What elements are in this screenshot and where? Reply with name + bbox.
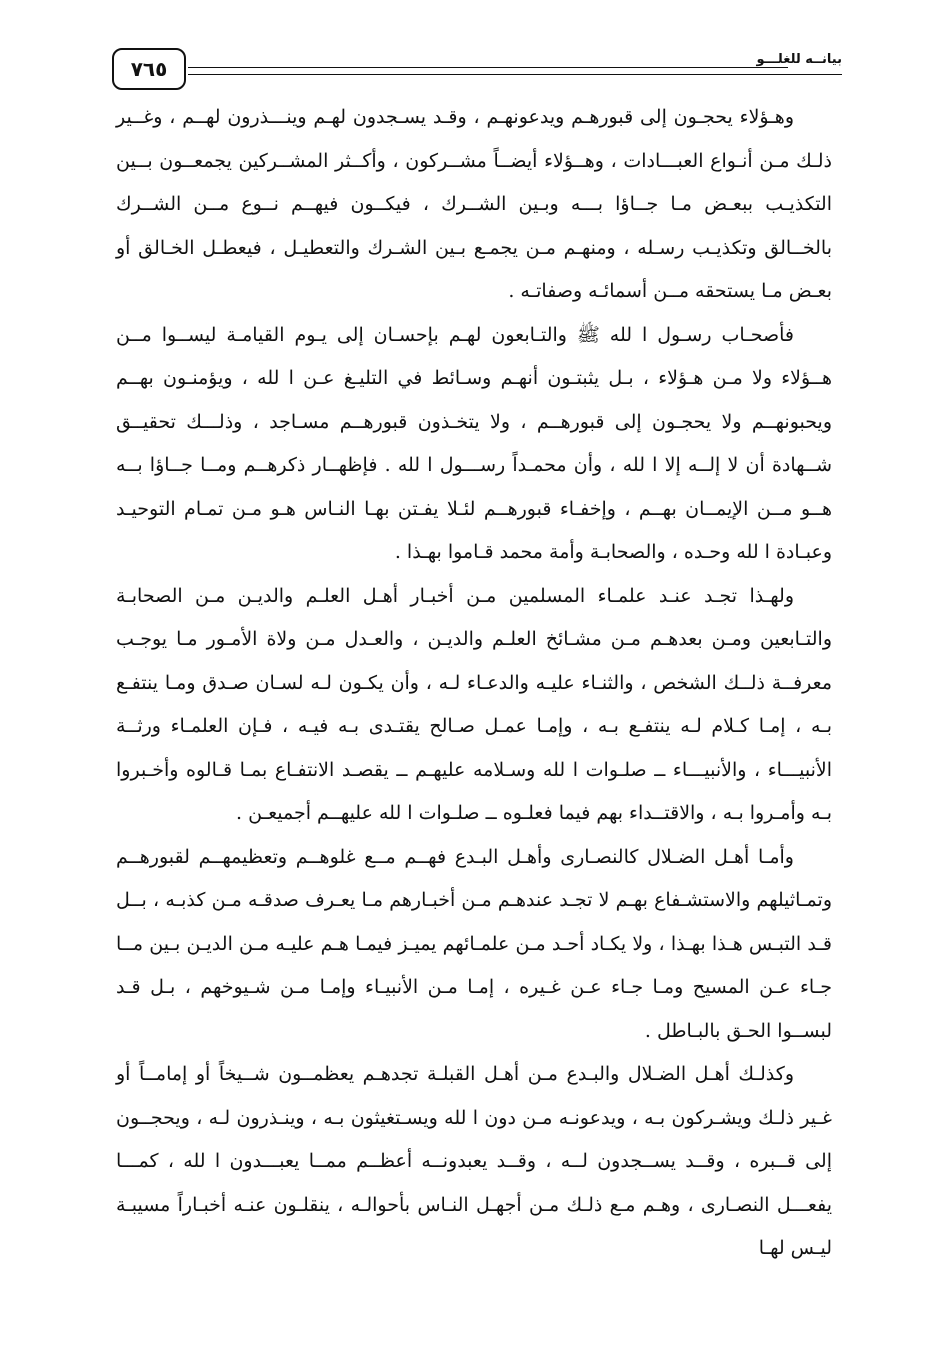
paragraph-4: وأمـا أهـل الضـلال كالنصـارى وأهـل البـدع فهــم مــع غلوهــم وتعظيمهــم لقبورهــم وتمـاثيلهم والاستشـفاع بهـم لا تجـد عندهـم مـن أخبـارهم مـا يعـرف صدقـه مـن كذبـه ، بــل قـد التبـس هـذا بهـذا ، ولا يكـاد أحـد مـن علمـائهم يميـز فيمـا هـم عليـه مـن الديـن بـين مــا جـاء عـن المسيح ومـا جـاء عـن غـيره ، إمـا مـن الأنبيـاء وإمـا مـن شـيوخهم ، بـل قـد لبســوا الحـق بالبـاطل . — [116, 845, 832, 1042]
paragraph-1: وهـؤلاء يحجـون إلى قبورهـم ويدعونهـم ، وقـد يسـجدون لهـم وينـــذرون لهــم ، وغــير ذلـك مـن أنـواع العبـــادات ، وهــؤلاء أيضــاً مشــركون ، وأكــثر المشــركين يجمعــون بــين التكذيـب ببعـض مـا جــاؤا بـــه وبـين الشــرك ، فيكــون فيهــم نــوع مــن الشــرك بالخــالق وتكذيـب رسـله ، ومنهـم مـن يجمـع بـين الشـرك والتعطيـل ، فيعطـل الخـالق أو بعـض مـا يستحقه مــن أسمائـه وصفاتـه . — [116, 106, 832, 302]
paragraph-2: فأصحـاب رسـول ا لله ﷺ والتـابعون لهـم بإحسـان إلى يـوم القيامـة ليســوا مــن هــؤلاء ولا مـن هـؤلاء ، بـل يثبتـون أنهـم وسـائط في التليـغ عـن ا لله ، ويؤمنـون بهــم ويحبونهــم ولا يحجـون إلى قبورهــم ، ولا يتخـذون قبورهــم مسـاجد ، وذلـــك تحقيــق شــهادة أن لا إلــه إلا ا لله ، وأن محمـداً رســـول ا لله . فإظهــار ذكرهــم ومــا جــاؤا بــه هــو مــن الإيمــان بهــم ، وإخفـاء قبورهــم لئـلا يفـتن بهـا النـاس هـو مـن تمـام التوحيـد وعبـادة ا لله وحـده ، والصحابـة وأمة محمد قـاموا بهـذا . — [116, 323, 832, 563]
header-rule-top — [188, 67, 788, 68]
page-number-box — [112, 48, 186, 90]
page-header — [112, 44, 842, 96]
paragraph-5: وكذلـك أهـل الضـلال والبـدع مـن أهـل القبلـة تجدهـم يعظمــون شــيخاً أو إمامــاً أو غـير ذلـك ويشـركون بـه ، ويدعونـه مـن دون ا لله ويسـتغيثون بـه ، وينـذرون لـه ، ويحجــون إلى قــبره ، وقــد يســجدون لــه ، وقــد يعبدونــه أعظــم ممــا يعبـــدون ا لله ، كمـــا يفعـــل النصـارى ، وهـم مـع ذلـك مـن أجهـل النـاس بأحوالـه ، ينقلـون عنـه أخبـاراً مسيبـة ليـس لهـا — [116, 1063, 832, 1259]
paragraph-3: ولهـذا تجـد عنـد علمـاء المسلمين مـن أخبـار أهـل العلـم والديـن مـن الصحابـة والتـابعين ومـن بعدهـم مـن مشـائخ العلـم والديـن ، والعـدل مـن ولاة الأمـور مـا يوجـب معرفــة ذلــك الشخص ، والثنـاء عليـه والدعـاء لـه ، وأن يكـون لـه لسـان صـدق ومـا ينتفـع بـه ، إمـا كـلام لـه ينتفـع بـه ، وإمـا عمـل صـالح يقتـدى بـه فيـه ، فـإن العلمـاء ورثــة الأنبيـــاء ، والأنبيـــاء ــ صلـوات ا لله وسـلامه عليهـم ــ يقصـد الانتفـاع بمـا قـالوه وأخـبروا بـه وأمـروا بـه ، والاقتــداء بهم فيما فعلـوه ــ صلـوات ا لله عليهــم أجميعـن . — [116, 584, 832, 824]
running-title: بيانــه للغلـــو — [752, 52, 842, 67]
page-number: ٧٦٥ — [130, 57, 168, 81]
body-text — [116, 96, 832, 1271]
header-rule-bottom — [188, 74, 842, 75]
